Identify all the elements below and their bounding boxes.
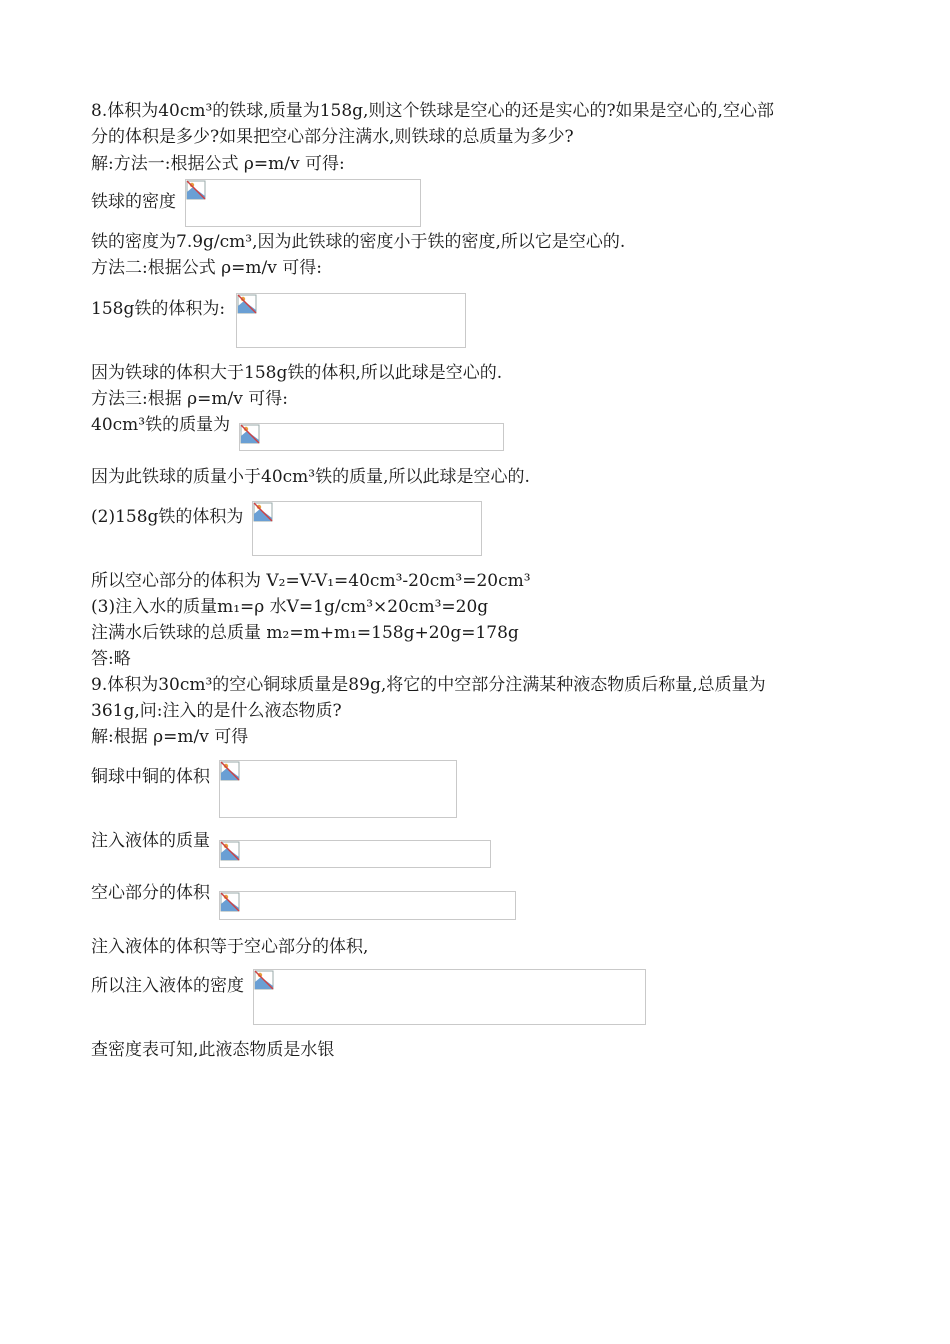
q8-part3-line1: (3)注入水的质量m₁=ρ 水V=1g/cm³×20cm³=20g: [91, 597, 489, 617]
q8-method2-conclusion: 因为铁球的体积大于158g铁的体积,所以此球是空心的.: [91, 363, 503, 383]
q9-step1-row: [91, 760, 457, 818]
q8-method1-conclusion: 铁的密度为7.9g/cm³,因为此铁球的密度小于铁的密度,所以它是空心的.: [91, 232, 626, 252]
q8-stem-line1: 8.体积为40cm³的铁球,质量为158g,则这个铁球是空心的还是实心的?如果是空心的,空心部: [91, 101, 774, 121]
q9-step5-row: [91, 969, 646, 1025]
q8-method3-label: 40cm³铁的质量为: [91, 415, 231, 435]
q9-stem-line2: 361g,问:注入的是什么液态物质?: [91, 701, 342, 721]
q9-step2-row: [91, 828, 491, 868]
q8-part2-conclusion: 所以空心部分的体积为 V₂=V-V₁=40cm³-20cm³=20cm³: [91, 571, 531, 591]
q8-method2-intro: 方法二:根据公式 ρ=m/v 可得:: [91, 258, 322, 278]
q8-method2-row: [91, 293, 466, 348]
q9-step2-label: 注入液体的质量: [91, 831, 210, 851]
q9-stem-line1: 9.体积为30cm³的空心铜球质量是89g,将它的中空部分注满某种液态物质后称量,总质量为: [91, 675, 766, 695]
q9-step1-label: 铜球中铜的体积: [91, 767, 210, 787]
formula-image-placeholder: [219, 760, 457, 818]
q8-method3-row: [91, 412, 504, 451]
q8-part3-line2: 注满水后铁球的总质量 m₂=m+m₁=158g+20g=178g: [91, 623, 519, 643]
formula-image-placeholder: [219, 891, 516, 920]
q8-part2-row: [91, 501, 482, 556]
q8-method3-intro: 方法三:根据 ρ=m/v 可得:: [91, 389, 288, 409]
q8-answer: 答:略: [91, 649, 131, 669]
formula-image-placeholder: [252, 501, 482, 556]
formula-image-placeholder: [239, 423, 504, 451]
q9-step5-label: 所以注入液体的密度: [91, 976, 244, 996]
formula-image-placeholder: [219, 840, 491, 868]
q8-method1-label: 铁球的密度: [91, 192, 176, 212]
formula-image-placeholder: [236, 293, 466, 348]
q8-stem-line2: 分的体积是多少?如果把空心部分注满水,则铁球的总质量为多少?: [91, 127, 574, 147]
q8-part2-label: (2)158g铁的体积为: [91, 507, 244, 527]
q9-conclusion: 查密度表可知,此液态物质是水银: [91, 1040, 335, 1060]
q9-step3-label: 空心部分的体积: [91, 883, 210, 903]
q8-method2-label: 158g铁的体积为:: [91, 299, 226, 319]
q9-step4-text: 注入液体的体积等于空心部分的体积,: [91, 937, 369, 957]
q8-method1-row: [91, 179, 421, 227]
formula-image-placeholder: [185, 179, 421, 227]
q9-step3-row: [91, 880, 516, 920]
q9-solution-intro: 解:根据 ρ=m/v 可得: [91, 727, 249, 747]
q8-method3-conclusion: 因为此铁球的质量小于40cm³铁的质量,所以此球是空心的.: [91, 467, 530, 487]
q8-solution-intro: 解:方法一:根据公式 ρ=m/v 可得:: [91, 154, 345, 174]
formula-image-placeholder: [253, 969, 646, 1025]
